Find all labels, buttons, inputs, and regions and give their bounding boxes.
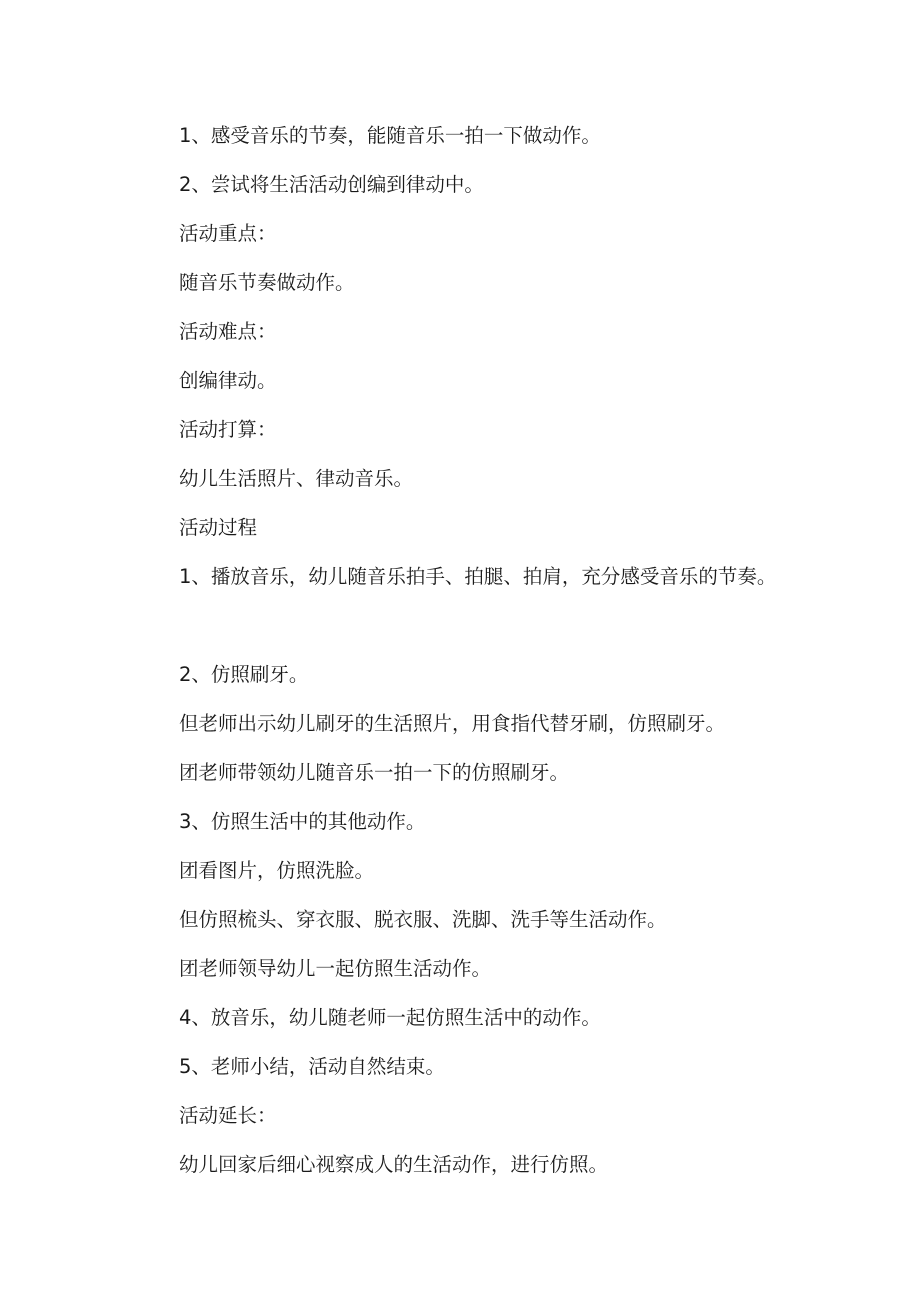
paragraph-process-4: 4、放音乐，幼儿随老师一起仿照生活中的动作。 xyxy=(179,1006,601,1029)
heading-process: 活动过程 xyxy=(179,516,258,539)
paragraph-process-2a: 但老师出示幼儿刷牙的生活照片，用食指代替牙刷，仿照刷牙。 xyxy=(179,712,726,735)
paragraph-difficulty: 创编律动。 xyxy=(179,369,277,392)
heading-preparation: 活动打算： xyxy=(179,418,277,441)
paragraph-process-2: 2、仿照刷牙。 xyxy=(179,663,309,686)
paragraph-process-5: 5、老师小结，活动自然结束。 xyxy=(179,1055,445,1078)
heading-key-point: 活动重点： xyxy=(179,222,277,245)
paragraph-goal-2: 2、尝试将生活活动创编到律动中。 xyxy=(179,173,484,196)
paragraph-process-2b: 团老师带领幼儿随音乐一拍一下的仿照刷牙。 xyxy=(179,761,570,784)
paragraph-process-3c: 团老师领导幼儿一起仿照生活动作。 xyxy=(179,957,492,980)
paragraph-process-3a: 团看图片，仿照洗脸。 xyxy=(179,859,375,882)
paragraph-process-3b: 但仿照梳头、穿衣服、脱衣服、洗脚、洗手等生活动作。 xyxy=(179,908,667,931)
heading-extension: 活动延长： xyxy=(179,1104,277,1127)
paragraph-goal-1: 1、感受音乐的节奏，能随音乐一拍一下做动作。 xyxy=(179,124,601,147)
paragraph-extension: 幼儿回家后细心视察成人的生活动作，进行仿照。 xyxy=(179,1153,609,1176)
paragraph-process-3: 3、仿照生活中的其他动作。 xyxy=(179,810,426,833)
heading-difficulty: 活动难点： xyxy=(179,320,277,343)
paragraph-key-point: 随音乐节奏做动作。 xyxy=(179,271,355,294)
paragraph-preparation: 幼儿生活照片、律动音乐。 xyxy=(179,467,414,490)
paragraph-process-1: 1、播放音乐，幼儿随音乐拍手、拍腿、拍肩，充分感受音乐的节奏。 xyxy=(179,565,777,588)
